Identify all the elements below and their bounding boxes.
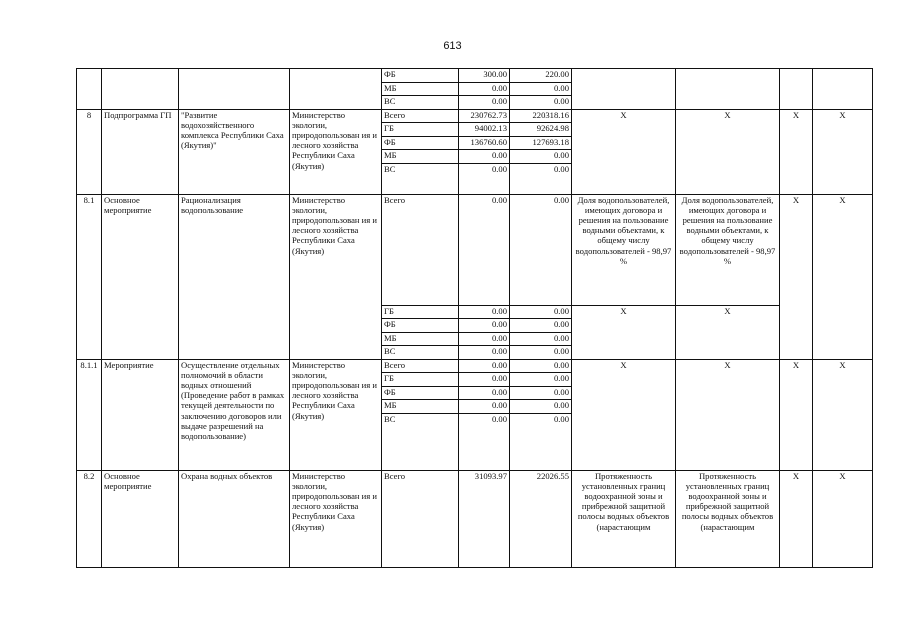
row-number: 8.1.1 (77, 359, 102, 470)
amount-cell: 0.00 (510, 82, 572, 96)
fund-source-label: Всего (382, 359, 459, 373)
amount-cell: 220318.16 (510, 109, 572, 123)
fund-source-label: ФБ (382, 136, 459, 150)
amount-cell: 0.00 (459, 400, 510, 414)
blank-cell (102, 69, 179, 110)
amount-cell: 31093.97 (459, 470, 510, 567)
fund-source-label: ГБ (382, 305, 459, 319)
fund-source-label: МБ (382, 82, 459, 96)
mark-cell: X (780, 194, 813, 359)
row-executor: Министерство экологии, природопользован ия и лесного хозяйства Республики Саха (Якутия) (290, 109, 382, 194)
amount-cell: 127693.18 (510, 136, 572, 150)
amount-cell: 0.00 (459, 163, 510, 194)
amount-cell: 0.00 (510, 332, 572, 346)
fund-source-label: ФБ (382, 69, 459, 83)
blank-cell (780, 69, 813, 110)
fund-source-label: ВС (382, 163, 459, 194)
fund-source-label: ФБ (382, 319, 459, 333)
table-row (77, 470, 873, 567)
amount-cell: 0.00 (510, 359, 572, 373)
mark-cell: X (813, 109, 873, 194)
amount-cell: 0.00 (459, 359, 510, 373)
mark-cell: X (813, 194, 873, 359)
blank-cell (77, 69, 102, 110)
row-status: Подпрограмма ГП (102, 109, 179, 194)
amount-cell: 0.00 (459, 319, 510, 333)
row-status: Основное мероприятие (102, 470, 179, 567)
row-name: Охрана водных объектов (179, 470, 290, 567)
amount-cell: 0.00 (459, 150, 510, 164)
indicator-cell: X (572, 359, 676, 470)
row-name: Рационализация водопользование (179, 194, 290, 359)
fund-source-label: МБ (382, 400, 459, 414)
amount-cell: 136760.60 (459, 136, 510, 150)
indicator-cell: X (572, 305, 676, 359)
row-executor: Министерство экологии, природопользован ия и лесного хозяйства Республики Саха (Якутия) (290, 359, 382, 470)
indicator-cell: Протяженность установленных границ водоохранной зоны и прибрежной защитной полосы водных объектов (нарастающим (676, 470, 780, 567)
amount-cell: 0.00 (459, 373, 510, 387)
indicator-cell: X (572, 109, 676, 194)
mark-cell: X (813, 359, 873, 470)
amount-cell: 0.00 (510, 163, 572, 194)
mark-cell: X (780, 359, 813, 470)
fund-source-label: ВС (382, 413, 459, 470)
mark-cell: X (780, 109, 813, 194)
fund-source-label: Всего (382, 470, 459, 567)
blank-cell (813, 69, 873, 110)
mark-cell: X (780, 470, 813, 567)
amount-cell: 0.00 (510, 373, 572, 387)
amount-cell: 0.00 (459, 386, 510, 400)
blank-cell (290, 69, 382, 110)
row-status: Основное мероприятие (102, 194, 179, 359)
row-number: 8.2 (77, 470, 102, 567)
table-row (77, 194, 873, 305)
row-executor: Министерство экологии, природопользован ия и лесного хозяйства Республики Саха (Якутия) (290, 470, 382, 567)
table-row (77, 109, 873, 123)
indicator-cell: Доля водопользователей, имеющих договора и решения на пользование водными объектами, к общему числу водопользователей - 98,97 % (676, 194, 780, 305)
blank-cell (179, 69, 290, 110)
indicator-cell: Доля водопользователей, имеющих договора и решения на пользование водными объектами, к общему числу водопользователей - 98,97 % (572, 194, 676, 305)
fund-source-label: МБ (382, 332, 459, 346)
amount-cell: 0.00 (510, 150, 572, 164)
amount-cell: 0.00 (459, 346, 510, 360)
amount-cell: 0.00 (510, 346, 572, 360)
fund-source-label: Всего (382, 109, 459, 123)
row-number: 8 (77, 109, 102, 194)
amount-cell: 0.00 (510, 413, 572, 470)
fund-source-label: ГБ (382, 373, 459, 387)
row-number: 8.1 (77, 194, 102, 359)
amount-cell: 0.00 (510, 96, 572, 110)
amount-cell: 0.00 (459, 194, 510, 305)
fund-source-label: ФБ (382, 386, 459, 400)
amount-cell: 0.00 (510, 319, 572, 333)
row-status: Мероприятие (102, 359, 179, 470)
table-row (77, 359, 873, 373)
amount-cell: 300.00 (459, 69, 510, 83)
indicator-cell: Протяженность установленных границ водоохранной зоны и прибрежной защитной полосы водных объектов (нарастающим (572, 470, 676, 567)
amount-cell: 0.00 (510, 194, 572, 305)
amount-cell: 220.00 (510, 69, 572, 83)
amount-cell: 92624.98 (510, 123, 572, 137)
amount-cell: 0.00 (510, 386, 572, 400)
row-name: "Развитие водохозяйственного комплекса Республики Саха (Якутия)" (179, 109, 290, 194)
amount-cell: 0.00 (459, 96, 510, 110)
blank-cell (572, 69, 676, 110)
fund-source-label: ГБ (382, 123, 459, 137)
amount-cell: 0.00 (459, 332, 510, 346)
indicator-cell: X (676, 109, 780, 194)
amount-cell: 0.00 (459, 413, 510, 470)
row-name: Осуществление отдельных полномочий в области водных отношений (Проведение работ в рамках текущей деятельности по заключению договоров или выдаче разрешений на водопользование) (179, 359, 290, 470)
amount-cell: 94002.13 (459, 123, 510, 137)
mark-cell: X (813, 470, 873, 567)
amount-cell: 0.00 (459, 305, 510, 319)
amount-cell: 0.00 (459, 82, 510, 96)
fund-source-label: ВС (382, 346, 459, 360)
amount-cell: 0.00 (510, 305, 572, 319)
amount-cell: 22026.55 (510, 470, 572, 567)
fund-source-label: Всего (382, 194, 459, 305)
amount-cell: 0.00 (510, 400, 572, 414)
fund-source-label: ВС (382, 96, 459, 110)
program-table (76, 68, 873, 568)
fund-source-label: МБ (382, 150, 459, 164)
blank-cell (676, 69, 780, 110)
amount-cell: 230762.73 (459, 109, 510, 123)
indicator-cell: X (676, 305, 780, 359)
table-row (77, 69, 873, 83)
indicator-cell: X (676, 359, 780, 470)
page-number: 613 (443, 40, 462, 52)
row-executor: Министерство экологии, природопользован ия и лесного хозяйства Республики Саха (Якутия) (290, 194, 382, 359)
